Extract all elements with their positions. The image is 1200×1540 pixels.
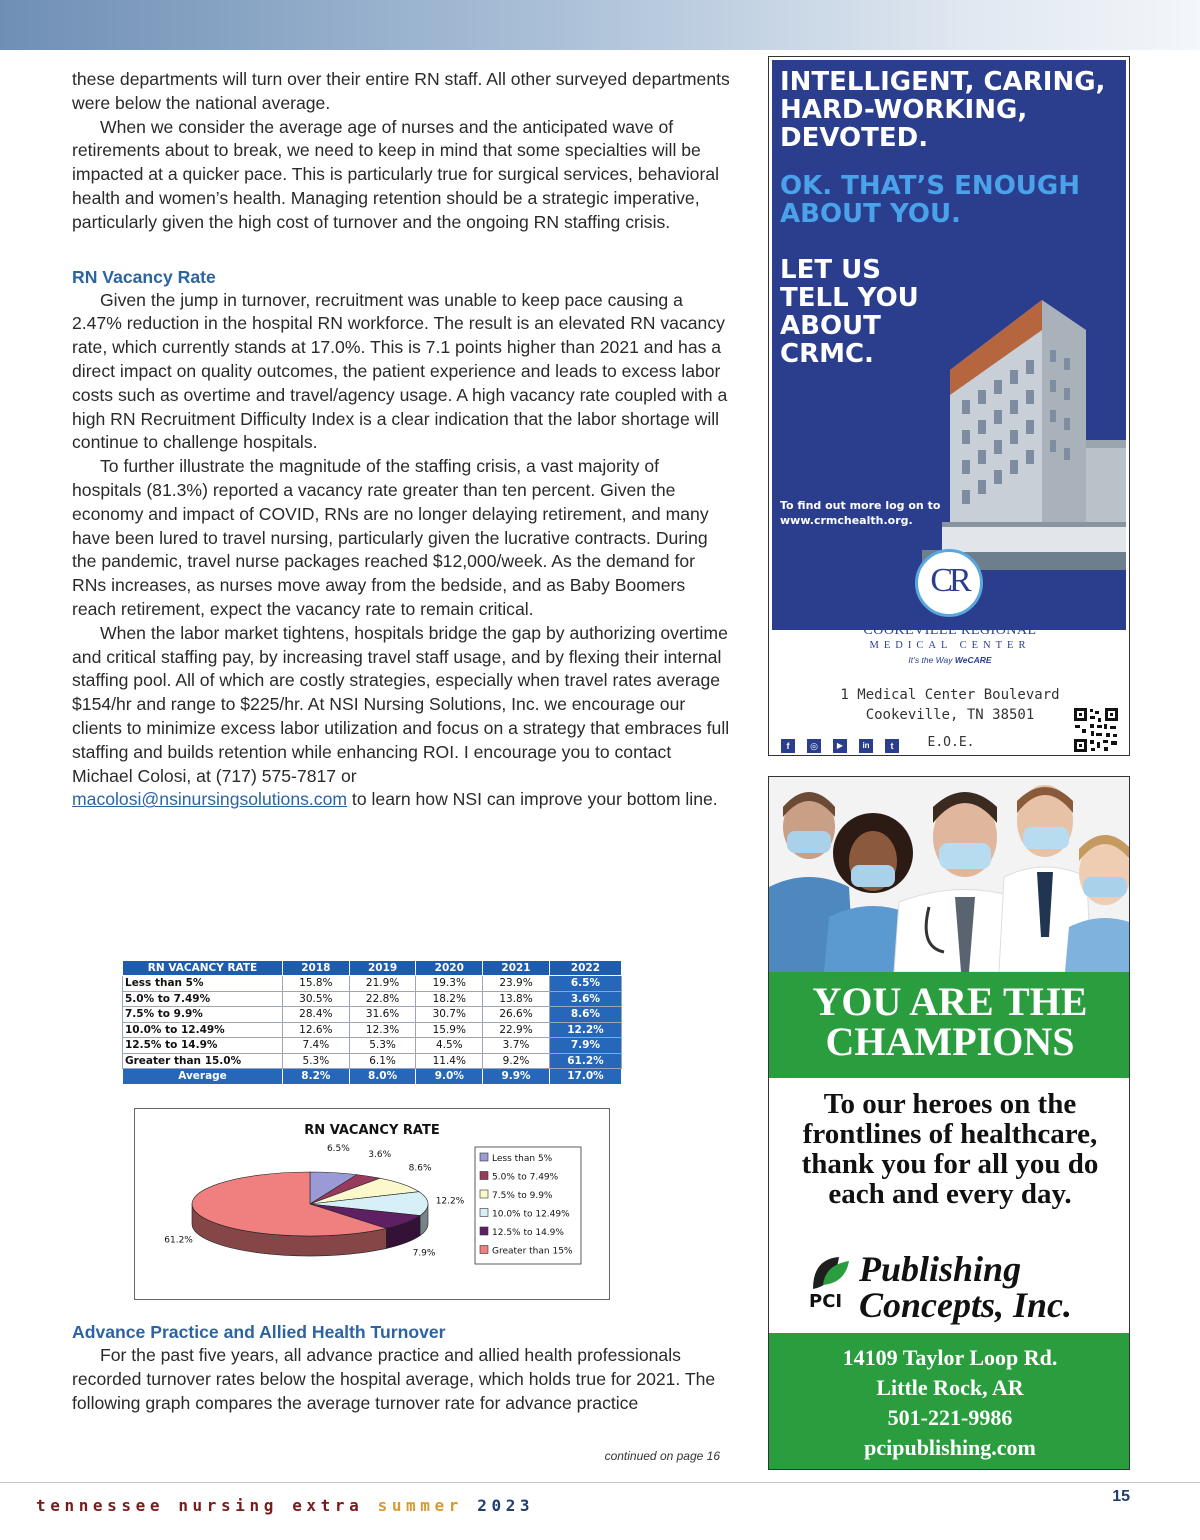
pie-chart-svg (135, 1109, 609, 1299)
linkedin-icon[interactable]: in (859, 739, 873, 753)
social-icons (781, 739, 899, 753)
table-header: 2022 (549, 961, 621, 976)
email-link[interactable]: macolosi@nsinursingsolutions.com (72, 789, 348, 810)
legend-label: 7.5% to 9.9% (492, 1191, 553, 1201)
ad-headline-line: INTELLIGENT, CARING, (780, 67, 1106, 97)
pci-address-line2: Little Rock, AR (876, 1375, 1024, 1400)
chart-title: RN VACANCY RATE (304, 1123, 440, 1138)
pci-address-line1: 14109 Taylor Loop Rd. (842, 1345, 1058, 1370)
table-cell: 12.5% to 14.9% (123, 1038, 283, 1054)
ad-headline-line: HARD-WORKING, (780, 95, 1028, 125)
message-line: each and every day. (828, 1178, 1072, 1210)
table-cell: 28.4% (283, 1007, 350, 1023)
paragraph: To further illustrate the magnitude of the staffing crisis, a vast majority of hospitals (81.3%) reported a vacancy rate greater than ten percent. Given the economy and impact of COVID, RNs are no longer delaying retirement, and many have been lured to travel nursing, particularly given the lucrative contracts. During the pandemic, travel nurse packages reached $12,000/week. As the demand for RNs increases, as nurses move away from the bedside, and as Baby Boomers reach retirement, expect the vacancy rate to remain critical. (72, 456, 709, 619)
table-cell: 12.2% (549, 1022, 621, 1038)
table-cell: 61.2% (549, 1053, 621, 1069)
header-band (0, 0, 1200, 50)
table-cell: 12.3% (349, 1022, 416, 1038)
legend-swatch (480, 1190, 488, 1198)
table-cell: 7.9% (549, 1038, 621, 1054)
footer-publication (36, 1496, 534, 1515)
pci-phone[interactable]: 501-221-9986 (887, 1405, 1013, 1430)
paragraph: Given the jump in turnover, recruitment was unable to keep pace causing a 2.47% reduction in the hospital RN workforce. The result is an elevated RN vacancy rate, which currently stands at 17.0%. This is 7.1 points higher than 2021 and has a direct impact on quality outcomes, the patient experience and leads to excess labor costs such as overtime and travel/agency usage. A high vacancy rate coupled with a high RN Recruitment Difficulty Index is a clear indication that the labor shortage will continue to challenge hospitals. (72, 289, 728, 453)
crmc-logo-circle (915, 549, 983, 617)
pie-data-label: 3.6% (368, 1150, 392, 1161)
crmc-address-line2: Cookeville, TN 38501 (865, 707, 1035, 723)
table-cell: Average (123, 1069, 283, 1085)
table-cell: 5.3% (283, 1053, 350, 1069)
section-heading: RN Vacancy Rate (72, 266, 216, 287)
pci-brand-line2: Concepts, Inc. (859, 1285, 1073, 1325)
paragraph: these departments will turn over their entire RN staff. All other surveyed departments were below the national average. (72, 69, 730, 113)
legend-label: Greater than 15% (492, 1246, 573, 1257)
pie-data-label: 6.5% (326, 1144, 350, 1155)
paragraph: For the past five years, all advance practice and allied health professionals recorded turnover rates below the hospital average, which holds true for 2021. The following graph compares the average turnover rate for advance practice (72, 1345, 716, 1413)
table-row (123, 1038, 622, 1054)
pci-mark: PCI (809, 1291, 843, 1312)
table-cell: 23.9% (483, 976, 550, 992)
table-cell: 13.8% (483, 991, 550, 1007)
twitter-icon[interactable]: t (885, 739, 899, 753)
crmc-tagline (769, 655, 1131, 665)
table-cell: Less than 5% (123, 976, 283, 992)
message-line: To our heroes on the (823, 1088, 1077, 1120)
ad-callout-line: ABOUT (780, 311, 881, 341)
article-continued (72, 1320, 732, 1415)
table-cell: 10.0% to 12.49% (123, 1022, 283, 1038)
crmc-address-line1: 1 Medical Center Boulevard (840, 687, 1060, 703)
table-cell: 6.1% (349, 1053, 416, 1069)
legend-swatch (480, 1153, 488, 1161)
table-cell: 22.8% (349, 991, 416, 1007)
footer-pub-name: tennessee nursing extra (36, 1496, 364, 1515)
table-header-row (123, 961, 622, 976)
qr-code-icon[interactable] (1073, 707, 1119, 753)
table-cell: 30.7% (416, 1007, 483, 1023)
table-row (123, 976, 622, 992)
table-cell: 15.9% (416, 1022, 483, 1038)
table-cell: 12.6% (283, 1022, 350, 1038)
crmc-org-name: COOKEVILLE REGIONAL (863, 623, 1037, 638)
table-row (123, 1022, 622, 1038)
crmc-advertisement[interactable] (768, 56, 1130, 756)
table-cell: 4.5% (416, 1038, 483, 1054)
ad-callout-line: TELL YOU (780, 283, 919, 313)
table-cell: 3.7% (483, 1038, 550, 1054)
table-header: 2021 (483, 961, 550, 976)
table-header: 2018 (283, 961, 350, 976)
healthcare-workers-illustration (769, 777, 1130, 972)
table-cell: 22.9% (483, 1022, 550, 1038)
table-cell: 9.2% (483, 1053, 550, 1069)
table-cell: 18.2% (416, 991, 483, 1007)
legend-swatch (480, 1227, 488, 1235)
champions-line2: CHAMPIONS (825, 1019, 1075, 1064)
table-row (123, 991, 622, 1007)
table-row (123, 1053, 622, 1069)
legend-label: 10.0% to 12.49% (492, 1209, 570, 1220)
tagline-bold: WeCARE (954, 655, 992, 665)
ad-headline (780, 68, 1105, 368)
table-cell: 7.4% (283, 1038, 350, 1054)
legend-label: 12.5% to 14.9% (492, 1228, 564, 1238)
pci-leaf-logo-icon (809, 1255, 853, 1291)
table-cell: 19.3% (416, 976, 483, 992)
crmc-logo-letters: CR (930, 562, 968, 599)
table-average-row (123, 1069, 622, 1085)
crmc-org-subname: MEDICAL CENTER (869, 640, 1031, 651)
table-cell: 5.3% (349, 1038, 416, 1054)
footer-year: 2023 (477, 1496, 535, 1515)
pie-data-label: 7.9% (412, 1248, 436, 1259)
table-cell: 9.0% (416, 1069, 483, 1085)
pie-slices (192, 1172, 428, 1236)
instagram-icon[interactable]: ◎ (807, 739, 821, 753)
table-cell: 8.2% (283, 1069, 350, 1085)
section-heading: Advance Practice and Allied Health Turnover (72, 1322, 446, 1342)
ad-blue-panel (772, 60, 1126, 630)
table-cell: 15.8% (283, 976, 350, 992)
paragraph: When the labor market tightens, hospitals bridge the gap by authorizing overtime and critical staffing pay, by increasing travel staff usage, and by flexing their internal staffing pool. All of which are costly strategies, especially when travel rates average $154/hr and range to $225/hr. At NSI Nursing Solutions, Inc. we encourage our clients to minimize excess labor utilization and focus on a strategy that embraces full staffing and builds retention while enhancing ROI. I encourage you to contact Michael Colosi, at (717) 575-7817 or (72, 622, 730, 786)
table-row (123, 1007, 622, 1023)
table-cell: Greater than 15.0% (123, 1053, 283, 1069)
table-cell: 6.5% (549, 976, 621, 992)
champions-banner (769, 972, 1130, 1078)
table-cell: 30.5% (283, 991, 350, 1007)
vacancy-pie-chart (134, 1108, 610, 1300)
table-header: 2019 (349, 961, 416, 976)
paragraph: When we consider the average age of nurses and the anticipated wave of retirements about to break, we need to keep in mind that some specialties will be impacted at a quicker pace. This is particularly true for surgical services, behavioral health and women’s health. Managing retention should be a strategic imperative, particularly given the high cost of turnover and the ongoing RN staffing crisis. (72, 116, 720, 232)
ad-subheadline-line: OK. THAT’S ENOUGH (780, 171, 1081, 201)
table-cell: 5.0% to 7.49% (123, 991, 283, 1007)
table-cell: 11.4% (416, 1053, 483, 1069)
legend-swatch (480, 1209, 488, 1217)
table-header: 2020 (416, 961, 483, 976)
ad-find-text: To find out more log on to (780, 499, 941, 512)
legend-swatch (480, 1172, 488, 1180)
table-cell: 7.5% to 9.9% (123, 1007, 283, 1023)
table-cell: 8.6% (549, 1007, 621, 1023)
footer-divider (0, 1482, 1200, 1483)
vacancy-rate-table (122, 960, 622, 1085)
chart-legend (475, 1147, 581, 1264)
ad-headline-line: DEVOTED. (780, 123, 929, 153)
legend-label: 5.0% to 7.49% (492, 1172, 559, 1183)
pci-brand-line1: Publishing (859, 1249, 1022, 1289)
pci-contact-panel (769, 1333, 1130, 1470)
table-header: RN VACANCY RATE (123, 961, 283, 976)
paragraph (72, 788, 732, 812)
table-cell: 26.6% (483, 1007, 550, 1023)
message-line: frontlines of healthcare, (802, 1118, 1098, 1150)
tagline-text: It’s the Way (908, 655, 955, 665)
champions-line1: YOU ARE THE (812, 979, 1088, 1024)
pci-website[interactable]: pcipublishing.com (864, 1435, 1036, 1460)
table-cell: 31.6% (349, 1007, 416, 1023)
table-cell: 21.9% (349, 976, 416, 992)
pie-data-label: 12.2% (435, 1196, 465, 1207)
paragraph-tail: to learn how NSI can improve your bottom line. (347, 789, 718, 810)
ad-subheadline-line: ABOUT YOU. (780, 199, 961, 229)
ad-callout-line: CRMC. (780, 339, 874, 369)
thank-you-message (769, 1089, 1130, 1209)
pci-advertisement[interactable] (768, 776, 1130, 1470)
legend-swatch (480, 1246, 488, 1254)
pie-data-label: 61.2% (164, 1235, 193, 1246)
youtube-icon[interactable]: ▶ (833, 739, 847, 753)
table-cell: 17.0% (549, 1069, 621, 1085)
table-cell: 8.0% (349, 1069, 416, 1085)
legend-label: Less than 5% (492, 1154, 553, 1164)
message-line: thank you for all you do (801, 1148, 1099, 1180)
table-cell: 3.6% (549, 991, 621, 1007)
ad-callout-line: LET US (780, 255, 881, 285)
footer-season: summer (377, 1496, 463, 1515)
article-body (72, 68, 732, 812)
crmc-eoe: E.O.E. (927, 735, 975, 750)
facebook-icon[interactable]: f (781, 739, 795, 753)
ad-url[interactable]: www.crmchealth.org. (780, 514, 913, 527)
pie-data-label: 8.6% (408, 1163, 432, 1174)
page-number: 15 (1112, 1488, 1130, 1505)
table-cell: 9.9% (483, 1069, 550, 1085)
continued-note: continued on page 16 (604, 1449, 720, 1463)
